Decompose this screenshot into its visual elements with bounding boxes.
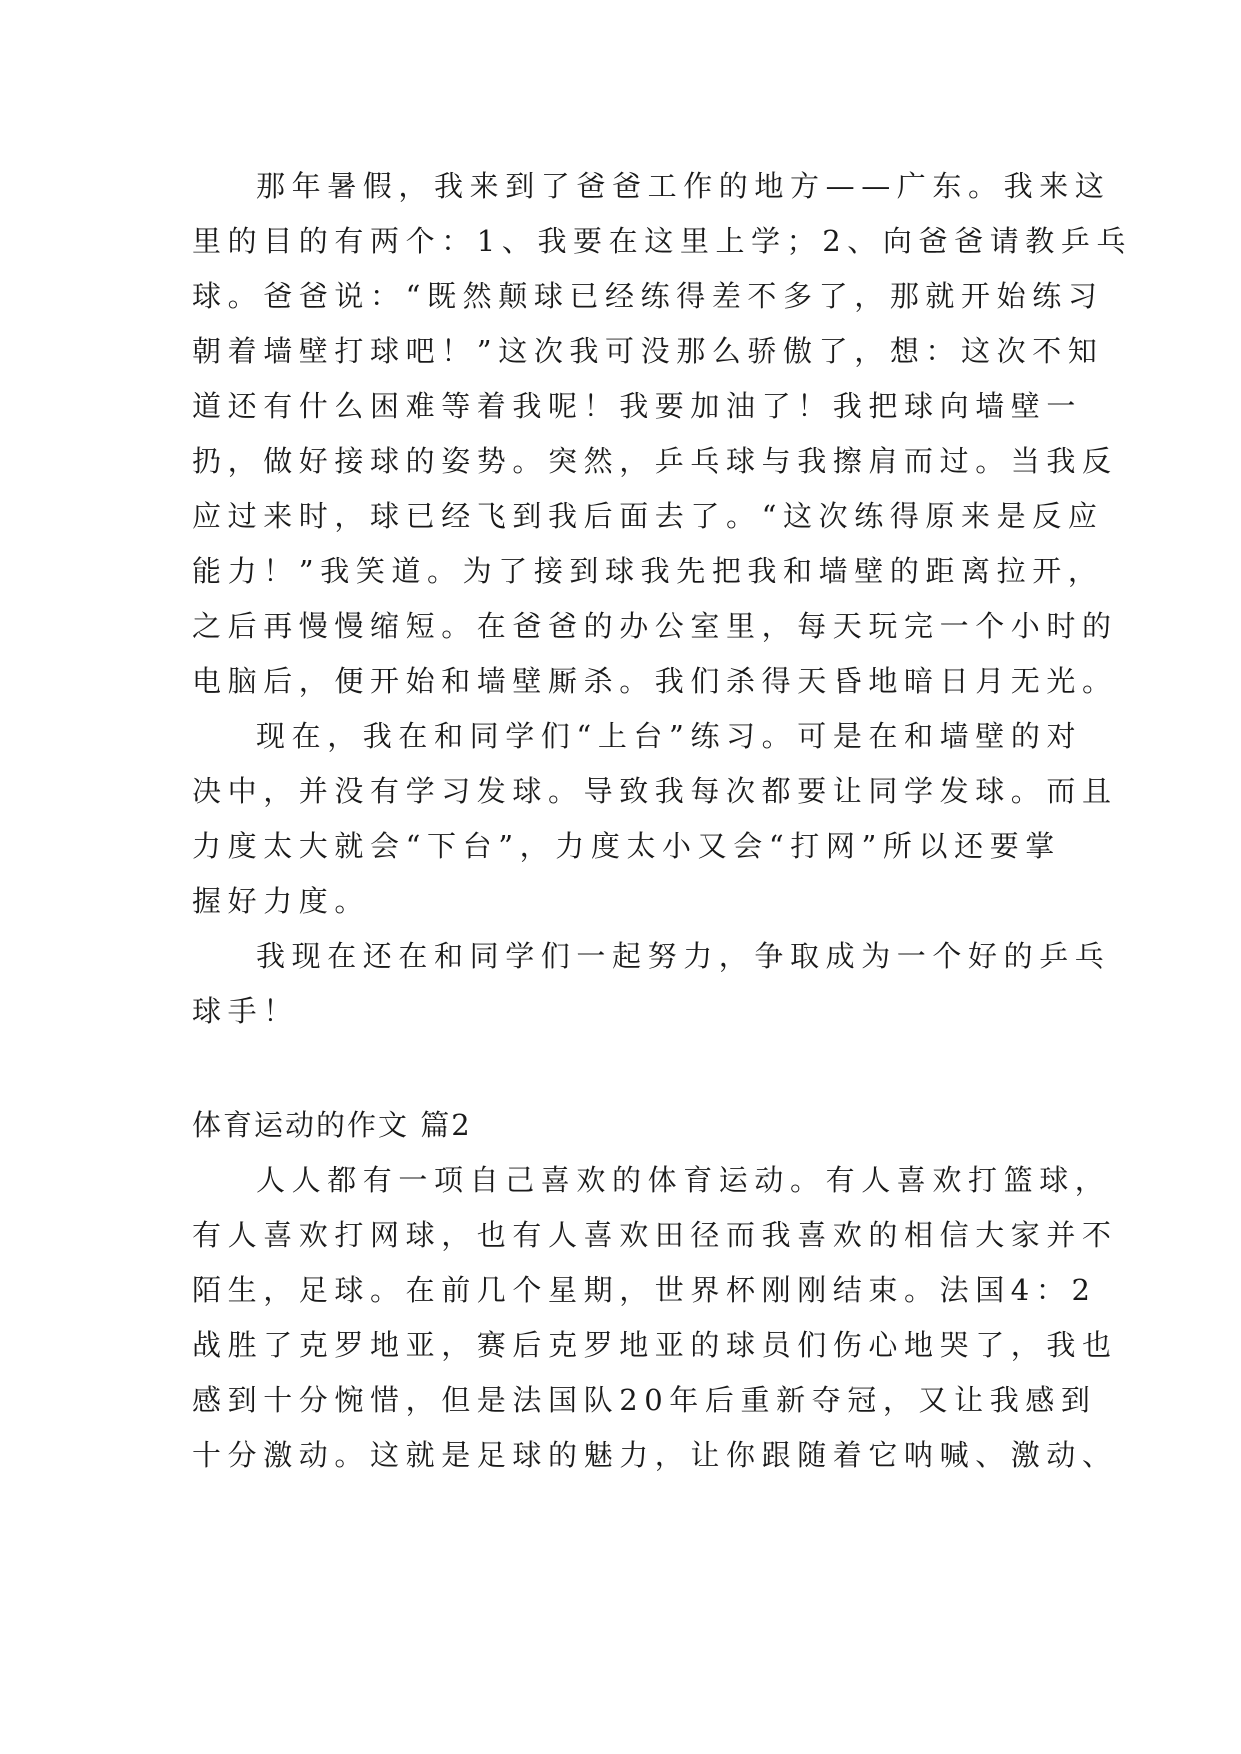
paragraph-line: 力度太大就会“下台”，力度太小又会“打网”所以还要掌 xyxy=(192,829,1061,863)
paragraph-line: 朝着墙壁打球吧！”这次我可没那么骄傲了，想：这次不知 xyxy=(192,334,1104,368)
paragraph-line: 道还有什么困难等着我呢！我要加油了！我把球向墙壁一 xyxy=(192,389,1083,423)
paragraph-line: 里的目的有两个：1、我要在这里上学；2、向爸爸请教乒乓 xyxy=(192,224,1133,258)
paragraph-line: 战胜了克罗地亚，赛后克罗地亚的球员们伤心地哭了，我也 xyxy=(192,1328,1118,1362)
paragraph-line: 有人喜欢打网球，也有人喜欢田径而我喜欢的相信大家并不 xyxy=(192,1218,1118,1252)
paragraph-line: 陌生，足球。在前几个星期，世界杯刚刚结束。法国4：2 xyxy=(192,1273,1097,1307)
paragraph-line: 感到十分惋惜，但是法国队20年后重新夺冠，又让我感到 xyxy=(192,1383,1097,1417)
paragraph-line: 能力！”我笑道。为了接到球我先把我和墙壁的距离拉开， xyxy=(192,554,1104,588)
paragraph-line: 电脑后，便开始和墙壁厮杀。我们杀得天昏地暗日月无光。 xyxy=(192,664,1118,698)
section-heading: 体育运动的作文 篇2 xyxy=(192,1108,472,1142)
paragraph-line: 扔，做好接球的姿势。突然，乒乓球与我擦肩而过。当我反 xyxy=(192,444,1118,478)
paragraph-line: 球手！ xyxy=(192,994,299,1028)
paragraph-line: 我现在还在和同学们一起努力，争取成为一个好的乒乓 xyxy=(256,939,1111,973)
paragraph-line: 现在，我在和同学们“上台”练习。可是在和墙壁的对 xyxy=(256,719,1083,753)
paragraph-line: 球。爸爸说：“既然颠球已经练得差不多了，那就开始练习 xyxy=(192,279,1104,313)
paragraph-line: 人人都有一项自己喜欢的体育运动。有人喜欢打篮球， xyxy=(256,1163,1111,1197)
paragraph-line: 之后再慢慢缩短。在爸爸的办公室里，每天玩完一个小时的 xyxy=(192,609,1118,643)
paragraph-line: 握好力度。 xyxy=(192,884,371,918)
paragraph-line: 决中，并没有学习发球。导致我每次都要让同学发球。而且 xyxy=(192,774,1118,808)
paragraph-line: 十分激动。这就是足球的魅力，让你跟随着它呐喊、激动、 xyxy=(192,1438,1118,1472)
paragraph-line: 那年暑假，我来到了爸爸工作的地方——广东。我来这 xyxy=(256,169,1111,203)
paragraph-line: 应过来时，球已经飞到我后面去了。“这次练得原来是反应 xyxy=(192,499,1104,533)
